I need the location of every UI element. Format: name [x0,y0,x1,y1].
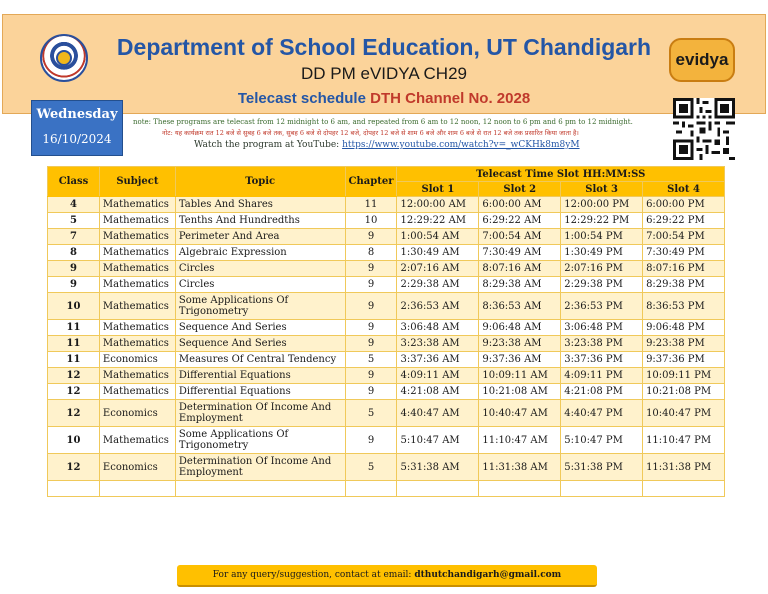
day-label: Wednesday [36,107,118,122]
cell-slot2: 8:36:53 AM [479,293,561,320]
cell-slot3: 1:00:54 PM [561,229,643,245]
header-class: Class [48,167,100,197]
cell-slot3: 2:36:53 PM [561,293,643,320]
youtube-link[interactable]: https://www.youtube.com/watch?v=_wCKHk8m8yM [342,140,580,150]
evidya-logo-text: evidya [675,50,729,69]
cell-chapter: 5 [345,454,397,481]
cell-slot1: 3:23:38 AM [397,336,479,352]
table-row [48,277,725,293]
cell-subject: Mathematics [99,261,175,277]
cell-chapter: 10 [345,213,397,229]
cell-slot2: 7:30:49 AM [479,245,561,261]
empty-cell [345,481,397,497]
cell-slot4: 10:09:11 PM [643,368,725,384]
cell-topic: Some Applications Of Trigonometry [175,293,345,320]
cell-slot2: 11:31:38 AM [479,454,561,481]
cell-topic: Algebraic Expression [175,245,345,261]
cell-subject: Mathematics [99,229,175,245]
page-title: Department of School Education, UT Chandigarh [116,34,652,60]
cell-class: 12 [48,384,100,400]
table-row [48,229,725,245]
empty-cell [175,481,345,497]
cell-slot4: 6:00:00 PM [643,197,725,213]
cell-class: 11 [48,320,100,336]
cell-slot1: 4:40:47 AM [397,400,479,427]
cell-slot2: 10:09:11 AM [479,368,561,384]
empty-cell [643,481,725,497]
cell-slot2: 9:23:38 AM [479,336,561,352]
footer-label: For any query/suggestion, contact at email: [212,570,412,580]
qr-code-icon[interactable] [673,98,735,160]
cell-chapter: 5 [345,352,397,368]
dth-channel-label: DTH Channel No. 2028 [370,90,531,107]
cell-chapter: 8 [345,245,397,261]
cell-slot2: 6:00:00 AM [479,197,561,213]
table-row [48,352,725,368]
cell-slot3: 4:21:08 PM [561,384,643,400]
cell-slot1: 1:00:54 AM [397,229,479,245]
table-row [48,197,725,213]
cell-slot3: 2:07:16 PM [561,261,643,277]
cell-slot3: 2:29:38 PM [561,277,643,293]
cell-slot3: 5:10:47 PM [561,427,643,454]
note-english: note: These programs are telecast from 12 midnight to 6 am, and repeated from 6 am to 12 noon, 12 noon to 6 pm and 6 pm to 12 midnight. [133,118,633,126]
table-row-empty [48,481,725,497]
cell-class: 7 [48,229,100,245]
cell-chapter: 9 [345,277,397,293]
cell-subject: Mathematics [99,213,175,229]
cell-class: 8 [48,245,100,261]
cell-topic: Sequence And Series [175,336,345,352]
cell-slot2: 6:29:22 AM [479,213,561,229]
cell-slot1: 2:36:53 AM [397,293,479,320]
cell-class: 9 [48,261,100,277]
cell-slot4: 11:10:47 PM [643,427,725,454]
cell-topic: Determination Of Income And Employment [175,400,345,427]
cell-subject: Economics [99,400,175,427]
cell-slot3: 4:09:11 PM [561,368,643,384]
header-topic: Topic [175,167,345,197]
cell-topic: Perimeter And Area [175,229,345,245]
cell-chapter: 9 [345,320,397,336]
date-box [31,100,123,156]
cell-slot4: 11:31:38 PM [643,454,725,481]
table-row [48,427,725,454]
cell-slot1: 4:09:11 AM [397,368,479,384]
table-row [48,213,725,229]
cell-slot4: 9:23:38 PM [643,336,725,352]
cell-slot1: 5:10:47 AM [397,427,479,454]
cell-slot1: 3:06:48 AM [397,320,479,336]
cell-class: 4 [48,197,100,213]
schedule-label: Telecast schedule [237,90,366,107]
cell-subject: Economics [99,352,175,368]
cell-class: 12 [48,454,100,481]
cell-slot3: 12:29:22 PM [561,213,643,229]
youtube-label: Watch the program at YouTube: [194,140,340,150]
cell-slot4: 8:29:38 PM [643,277,725,293]
cell-topic: Differential Equations [175,384,345,400]
table-row [48,293,725,320]
cell-chapter: 9 [345,293,397,320]
cell-slot2: 10:40:47 AM [479,400,561,427]
cell-subject: Mathematics [99,277,175,293]
cell-class: 5 [48,213,100,229]
cell-slot2: 8:29:38 AM [479,277,561,293]
cell-slot3: 3:23:38 PM [561,336,643,352]
empty-cell [397,481,479,497]
cell-chapter: 9 [345,229,397,245]
cell-slot1: 5:31:38 AM [397,454,479,481]
cell-chapter: 11 [345,197,397,213]
note-hindi: नोट: यह कार्यक्रम रात 12 बजे से सुबह 6 बजे तक, सुबह 6 बजे से दोपहर 12 बजे, दोपहर 12 बजे से शाम 6 बजे और शाम 6 बजे से रात 12 बजे तक प्रसारित किया जाता है। [162,129,579,137]
cell-chapter: 5 [345,400,397,427]
empty-cell [479,481,561,497]
cell-slot4: 8:36:53 PM [643,293,725,320]
cell-class: 12 [48,400,100,427]
cell-class: 11 [48,336,100,352]
cell-class: 9 [48,277,100,293]
cell-slot4: 6:29:22 PM [643,213,725,229]
cell-class: 10 [48,427,100,454]
schedule-body [48,197,725,497]
cell-topic: Sequence And Series [175,320,345,336]
cell-slot3: 5:31:38 PM [561,454,643,481]
cell-topic: Measures Of Central Tendency [175,352,345,368]
empty-cell [561,481,643,497]
cell-slot1: 12:00:00 AM [397,197,479,213]
header-subject: Subject [99,167,175,197]
cell-slot1: 2:29:38 AM [397,277,479,293]
cell-slot4: 10:40:47 PM [643,400,725,427]
cell-slot2: 9:06:48 AM [479,320,561,336]
table-row [48,368,725,384]
cell-slot2: 11:10:47 AM [479,427,561,454]
table-row [48,320,725,336]
table-row [48,454,725,481]
table-row [48,336,725,352]
table-row [48,384,725,400]
header-time-slot: Telecast Time Slot HH:MM:SS [397,167,725,182]
cell-subject: Mathematics [99,293,175,320]
cell-subject: Mathematics [99,384,175,400]
schedule-table [47,166,725,497]
cell-class: 11 [48,352,100,368]
cell-subject: Mathematics [99,427,175,454]
cell-slot4: 7:30:49 PM [643,245,725,261]
cell-topic: Differential Equations [175,368,345,384]
evidya-logo-icon [669,38,735,82]
cell-slot1: 3:37:36 AM [397,352,479,368]
cell-topic: Circles [175,277,345,293]
cell-subject: Mathematics [99,320,175,336]
cell-class: 12 [48,368,100,384]
page-subtitle: DD PM eVIDYA CH29 [301,64,467,83]
cell-slot2: 8:07:16 AM [479,261,561,277]
empty-cell [99,481,175,497]
footer-contact [177,565,597,587]
cell-topic: Some Applications Of Trigonometry [175,427,345,454]
footer-email[interactable]: dthutchandigarh@gmail.com [414,570,562,580]
cell-slot2: 7:00:54 AM [479,229,561,245]
cell-slot3: 3:37:36 PM [561,352,643,368]
cell-slot2: 9:37:36 AM [479,352,561,368]
header-chapter: Chapter [345,167,397,197]
cell-slot4: 9:37:36 PM [643,352,725,368]
cell-topic: Circles [175,261,345,277]
cell-chapter: 9 [345,336,397,352]
cell-slot3: 1:30:49 PM [561,245,643,261]
cell-topic: Determination Of Income And Employment [175,454,345,481]
cell-subject: Economics [99,454,175,481]
table-row [48,261,725,277]
table-row [48,245,725,261]
cell-chapter: 9 [345,261,397,277]
cell-slot3: 4:40:47 PM [561,400,643,427]
cell-slot4: 9:06:48 PM [643,320,725,336]
cell-chapter: 9 [345,368,397,384]
table-row [48,400,725,427]
cell-slot1: 4:21:08 AM [397,384,479,400]
header-slot1: Slot 1 [397,182,479,197]
cell-class: 10 [48,293,100,320]
cell-slot4: 10:21:08 PM [643,384,725,400]
cell-slot4: 7:00:54 PM [643,229,725,245]
youtube-line [194,140,580,150]
header-slot4: Slot 4 [643,182,725,197]
cell-subject: Mathematics [99,245,175,261]
empty-cell [48,481,100,497]
header-slot2: Slot 2 [479,182,561,197]
cell-topic: Tables And Shares [175,197,345,213]
cell-topic: Tenths And Hundredths [175,213,345,229]
cell-subject: Mathematics [99,336,175,352]
cell-slot4: 8:07:16 PM [643,261,725,277]
cell-chapter: 9 [345,427,397,454]
cell-subject: Mathematics [99,197,175,213]
cell-slot2: 10:21:08 AM [479,384,561,400]
cell-slot1: 2:07:16 AM [397,261,479,277]
cell-slot3: 3:06:48 PM [561,320,643,336]
cell-slot3: 12:00:00 PM [561,197,643,213]
cell-slot1: 1:30:49 AM [397,245,479,261]
cell-subject: Mathematics [99,368,175,384]
cell-slot1: 12:29:22 AM [397,213,479,229]
cell-chapter: 9 [345,384,397,400]
date-label: 16/10/2024 [42,132,112,146]
header-slot3: Slot 3 [561,182,643,197]
